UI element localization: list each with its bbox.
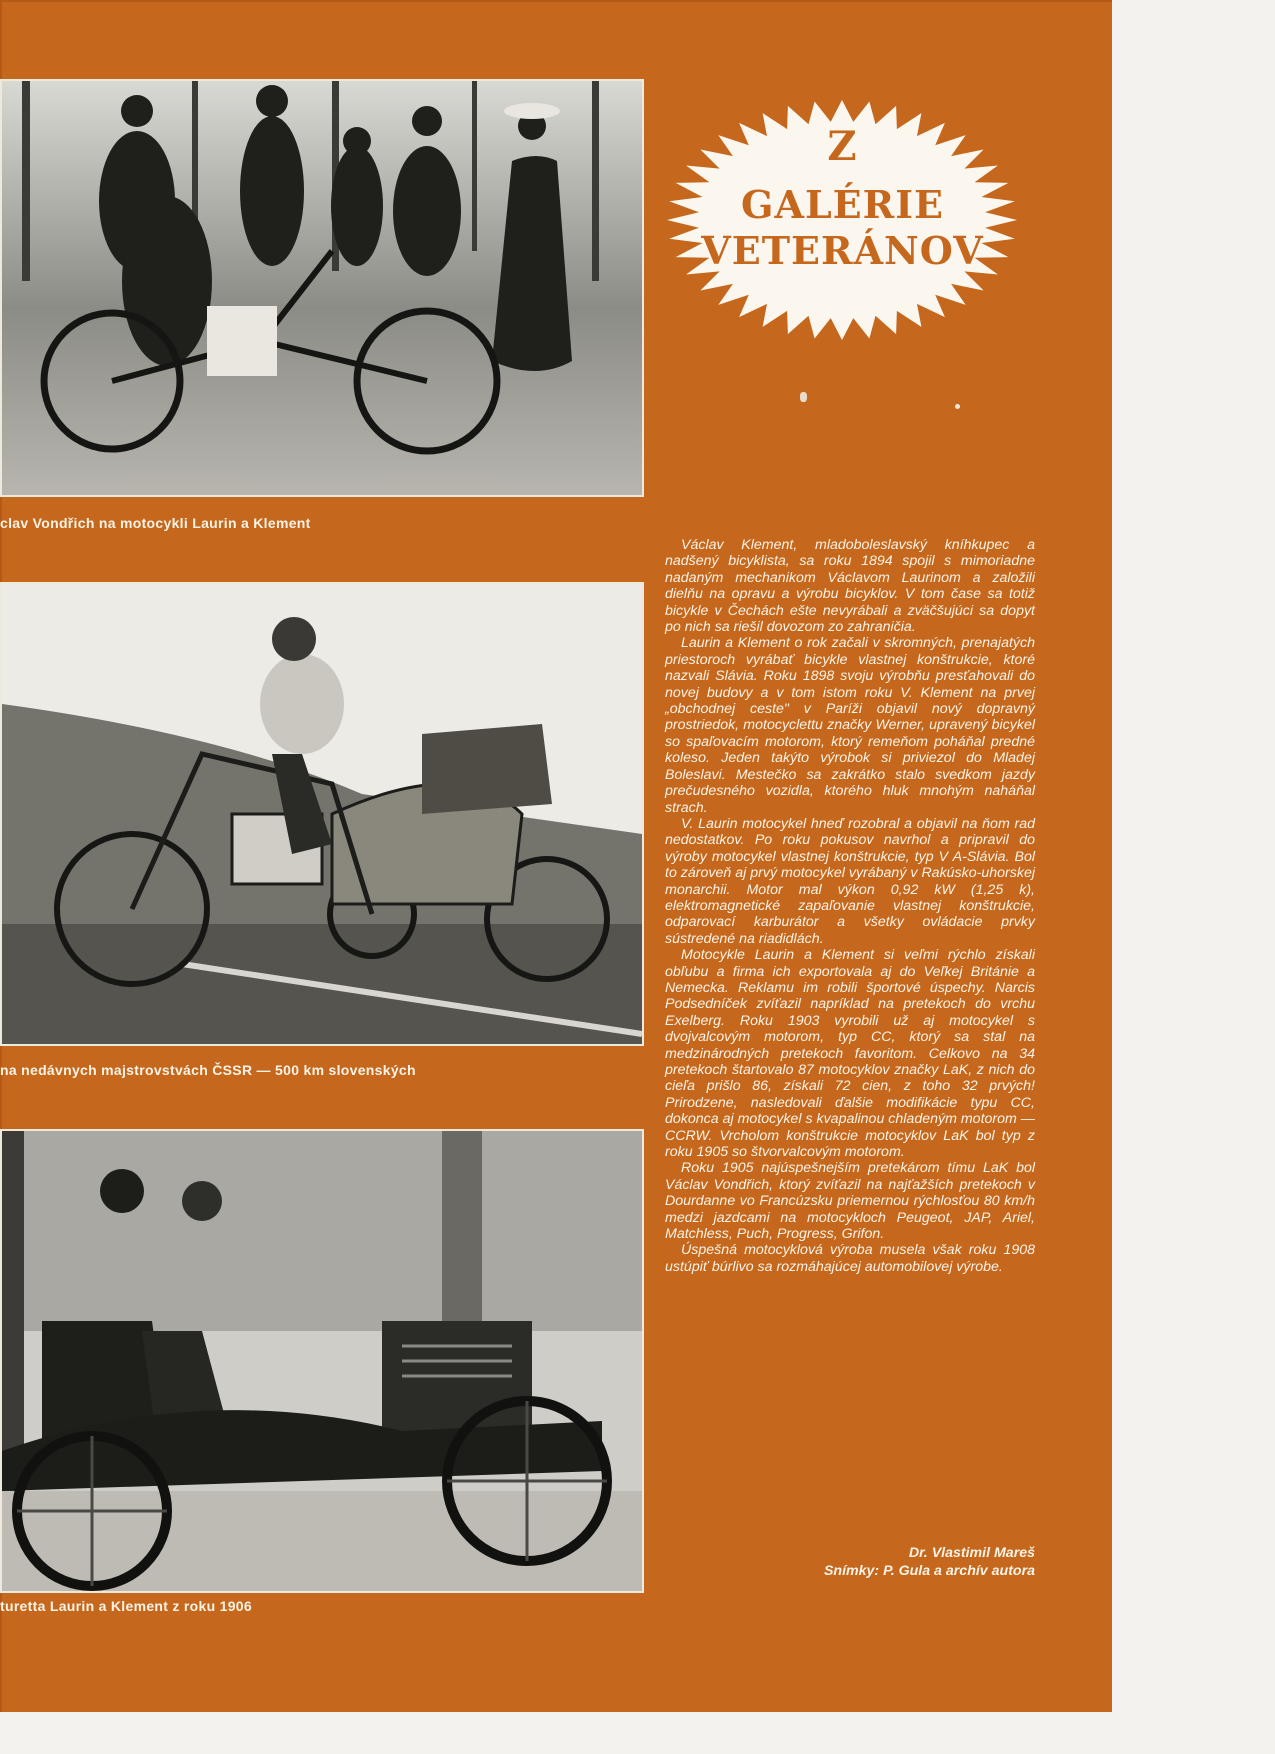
caption-photo-1: clav Vondřich na motocykli Laurin a Klement (0, 515, 311, 531)
badge-line-1: Z (827, 123, 858, 170)
badge-line-3: VETERÁNOV (701, 228, 984, 273)
paper-speck (800, 392, 807, 402)
caption-photo-3: turetta Laurin a Klement z roku 1906 (0, 1598, 252, 1614)
badge-line-2: GALÉRIE (741, 182, 944, 227)
article-paragraph: V. Laurin motocykel hneď rozobral a objavil na ňom rad nedostatkov. Po roku pokusov navrhol a pripravil do výroby motocykel vlastnej konštrukcie, typ V A-Slávia. Bol to zároveň aj prvý motocykel vyrábaný v Rakúsko-uhorskej monarchii. Motor mal výkon 0,92 kW (1,25 k), elektromagnetické zapaľovanie vlastnej konštrukcie, odparovací karburátor a všetky ovládacie prvky sústredené na riadidlách. (665, 815, 1035, 947)
article-paragraph: Roku 1905 najúspešnejším pretekárom tímu LaK bol Václav Vondřich, ktorý zvíťazil na najťažších pretekoch v Dourdanne vo Francúzsku priemernou rýchlosťou 80 km/h medzi jazdcami na motocykloch Peugeot, JAP, Ariel, Matchless, Puch, Progress, Grifon. (665, 1160, 1035, 1243)
photo-vondrich-motorcycle (0, 79, 644, 497)
caption-photo-2: na nedávnych majstrovstvách ČSSR — 500 km slovenských (0, 1062, 416, 1078)
article-body (665, 537, 1035, 1275)
article-paragraph: Laurin a Klement o rok začali v skromných, prenajatých priestoroch vyrábať bicykle vlastnej konštrukcie, ktoré nazvali Slávia. Roku 1898 svoju výrobňu presťahovali do novej budovy a v tom istom roku V. Klement na prvej „obchodnej ceste" v Paríži objavil nový dopravný prostriedok, motocyclettu značky Werner, upravený bicykel so spaľovacím motorom, ktorý remeňom poháňal predné koleso. Jeden takýto výrobok si priviezol do Mladej Boleslavi. Mestečko sa zakrátko stalo svedkom jazdy prečudesného vozidla, ktorého hluk mnohým naháňal strach. (665, 635, 1035, 816)
photo-voiturette-1906 (0, 1129, 644, 1593)
article-paragraph: Úspešná motocyklová výroba musela však roku 1908 ustúpiť búrlivo sa rozmáhajúcej automobilovej výrobe. (665, 1242, 1035, 1275)
article-paragraph: Motocykle Laurin a Klement si veľmi rýchlo získali obľubu a firma ich exportovala aj do Veľkej Británie a Nemecka. Reklamu im robili športové úspechy. Narcis Podsedníček zvíťazil napríklad na pretekoch do vrchu Exelberg. Roku 1903 vyrobili už aj motocykel s dvojvalcovým motorom, typ CC, ktorý sa stal na medzinárodných pretekoch favoritom. Celkovo na 34 pretekoch štartovalo 87 motocyklov značky LaK, z nich do cieľa prišlo 86, získali 72 cien, z toho 32 prvých! Prirodzene, nasledovali ďalšie modifikácie typu CC, dokonca aj motocykel s kvapalinou chladeným motorom — CCRW. Vrcholom konštrukcie motocyklov LaK bol typ z roku 1905 so štvorvalcovým motorom. (665, 947, 1035, 1161)
gallery-starburst-badge (665, 98, 1020, 343)
photo-credit: Snímky: P. Gula a archív autora (823, 1563, 1035, 1579)
photo-tricar-rider (0, 582, 644, 1046)
article-author: Dr. Vlastimil Mareš (908, 1545, 1035, 1561)
paper-speck (955, 404, 960, 409)
article-paragraph: Václav Klement, mladoboleslavský kníhkupec a nadšený bicyklista, sa roku 1894 spojil s mimoriadne nadaným mechanikom Václavom Laurinom a založili dielňu na opravu a výrobu bicyklov. V tom čase sa totiž bicykle v Čechách ešte nevyrábali a zväčšujúci sa dopyt po nich sa riešil dovozom zo zahraničia. (665, 537, 1035, 636)
